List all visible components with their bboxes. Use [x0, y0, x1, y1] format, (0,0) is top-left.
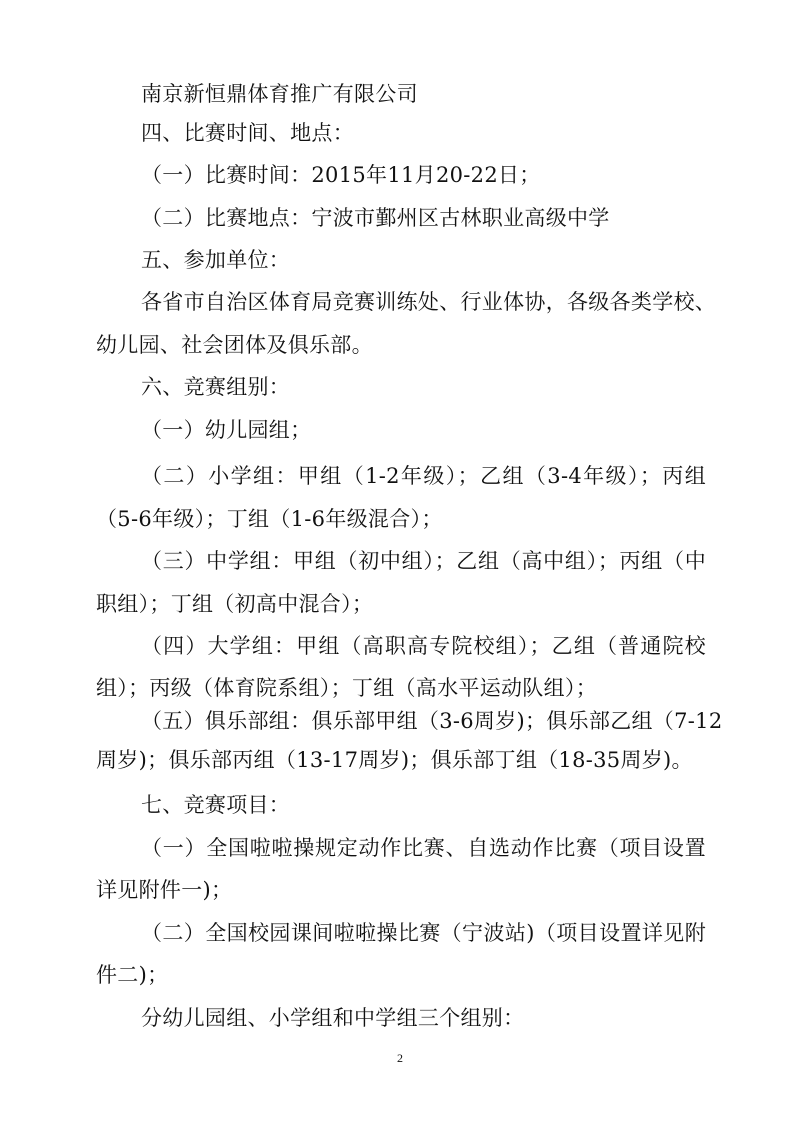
section-7-heading: 七、竞赛项目：	[141, 793, 291, 817]
group-middle-line-2: 职组）；丁组（初高中混合）；	[96, 592, 374, 616]
participants-line-2: 幼儿园、社会团体及俱乐部。	[96, 333, 373, 357]
group-kindergarten: （一）幼儿园组；	[141, 418, 312, 442]
age-groups-note: 分幼儿园组、小学组和中学组三个组别：	[141, 1006, 525, 1030]
section-5-heading: 五、参加单位：	[141, 248, 291, 272]
group-university-line-1: （四）大学组：甲组（高职高专院校组）；乙组（普通院校	[141, 634, 706, 658]
event-1-line-1: （一）全国啦啦操规定动作比赛、自选动作比赛（项目设置	[141, 836, 706, 860]
group-club-line-1: （五）俱乐部组：俱乐部甲组（3-6周岁)；俱乐部乙组（7-12	[141, 709, 723, 733]
event-2-line-2: 件二)；	[96, 963, 169, 987]
group-club-line-2: 周岁)；俱乐部丙组（13-17周岁)；俱乐部丁组（18-35周岁)。	[96, 748, 693, 772]
competition-venue: （二）比赛地点：宁波市鄞州区古林职业高级中学	[141, 206, 610, 230]
organizer-name: 南京新恒鼎体育推广有限公司	[141, 82, 418, 106]
group-primary-line-2: （5-6年级）；丁组（1-6年级混合）；	[96, 507, 443, 531]
section-4-heading: 四、比赛时间、地点：	[141, 121, 354, 145]
competition-time: （一）比赛时间：2015年11月20-22日；	[141, 163, 541, 187]
group-university-line-2: 组）；丙级（体育院系组）；丁组（高水平运动队组）；	[96, 676, 597, 700]
event-1-line-2: 详见附件一)；	[96, 878, 233, 902]
group-primary-line-1: （二）小学组：甲组（1-2年级）；乙组（3-4年级）；丙组	[141, 464, 706, 488]
page-number: 2	[397, 1051, 403, 1065]
participants-line-1: 各省市自治区体育局竞赛训练处、行业体协，各级各类学校、	[141, 290, 717, 314]
section-6-heading: 六、竞赛组别：	[141, 375, 291, 399]
group-middle-line-1: （三）中学组：甲组（初中组）；乙组（高中组）；丙组（中	[141, 549, 706, 573]
event-2-line-1: （二）全国校园课间啦啦操比赛（宁波站)（项目设置详见附	[141, 921, 706, 945]
